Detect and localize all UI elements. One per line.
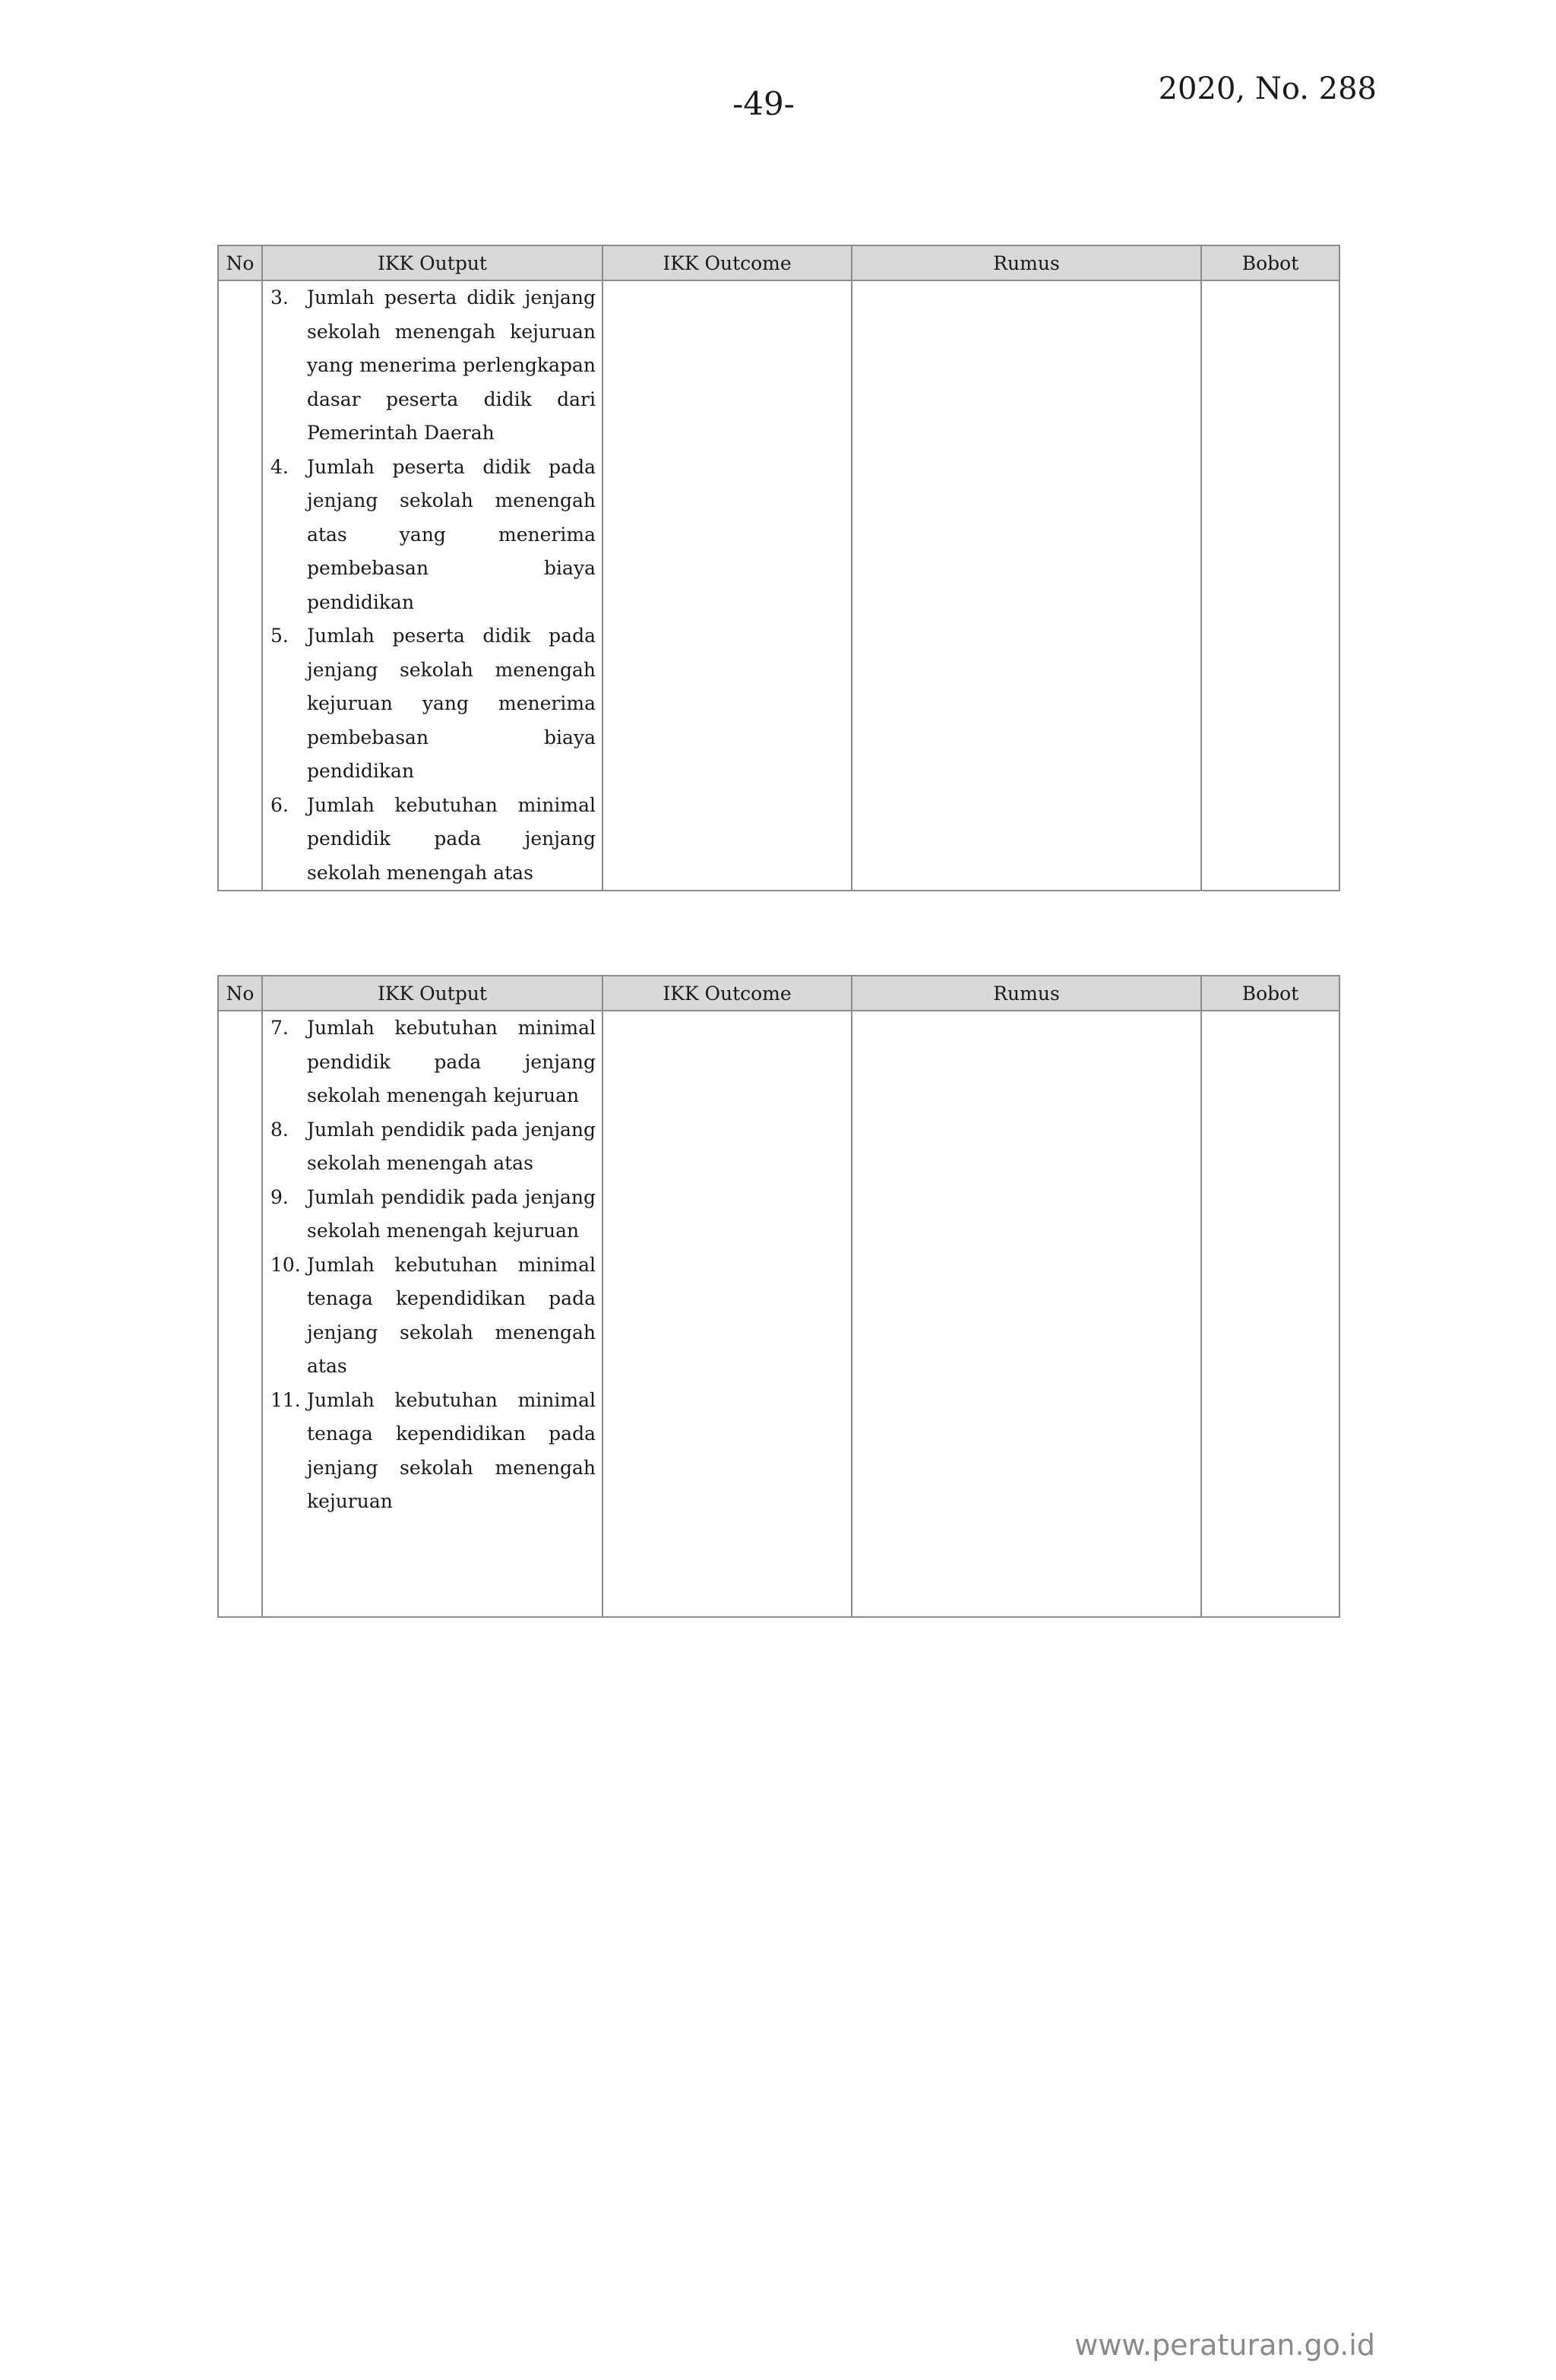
item-number: 8. [270,1118,289,1141]
header-bobot: Bobot [1201,245,1339,280]
item-number: 7. [270,1017,289,1039]
header-ikk-output: IKK Output [262,245,602,280]
item-number: 6. [270,793,289,816]
header-bobot: Bobot [1201,976,1339,1011]
list-item [270,451,596,620]
table-header-row [218,976,1339,1011]
item-text: Jumlah kebutuhan minimal pendidik pada jenjang sekolah menengah kejuruan [307,1017,596,1106]
header-ikk-outcome: IKK Outcome [602,245,852,280]
table-row [218,280,1339,891]
item-text: Jumlah pendidik pada jenjang sekolah menengah atas [307,1118,596,1174]
item-text: Jumlah peserta didik pada jenjang sekolah menengah kejuruan yang menerima pembebasan biaya pendidikan [307,625,596,782]
cell-no [218,280,262,891]
ikk-output-list [263,1011,602,1519]
cell-ikk-output [262,280,602,891]
item-text: Jumlah kebutuhan minimal pendidik pada jenjang sekolah menengah atas [307,793,596,884]
header-no: No [218,976,262,1011]
table-header-row [218,245,1339,280]
cell-rumus [852,280,1201,891]
cell-rumus [852,1011,1201,1617]
list-item [270,619,596,789]
list-item [270,281,596,451]
cell-ikk-output [262,1011,602,1617]
cell-bobot [1201,1011,1339,1617]
page-number: -49- [732,85,795,122]
cell-ikk-outcome [602,280,852,891]
list-item [270,1113,596,1181]
header-rumus: Rumus [852,976,1201,1011]
item-text: Jumlah peserta didik pada jenjang sekolah menengah atas yang menerima pembebasan biaya pendidikan [307,455,596,613]
ikk-table-1 [217,245,1340,891]
cell-ikk-outcome [602,1011,852,1617]
header-no: No [218,245,262,280]
cell-no [218,1011,262,1617]
ikk-output-list [263,281,602,890]
footer-url: www.peraturan.go.id [1074,2328,1375,2362]
item-text: Jumlah kebutuhan minimal tenaga kependidikan pada jenjang sekolah menengah atas [307,1253,596,1377]
list-item [270,1181,596,1249]
list-item [270,789,596,891]
item-text: Jumlah kebutuhan minimal tenaga kependidikan pada jenjang sekolah menengah kejuruan [307,1388,596,1512]
item-number: 11. [270,1388,301,1411]
table-row [218,1011,1339,1617]
ikk-table-2 [217,975,1340,1618]
item-text: Jumlah peserta didik jenjang sekolah menengah kejuruan yang menerima perlengkapan dasar peserta didik dari Pemerintah Daerah [307,286,596,444]
header-ikk-outcome: IKK Outcome [602,976,852,1011]
item-number: 9. [270,1185,289,1208]
cell-bobot [1201,280,1339,891]
header-rumus: Rumus [852,245,1201,280]
header-ikk-output: IKK Output [262,976,602,1011]
item-number: 5. [270,625,289,647]
item-number: 10. [270,1253,301,1276]
list-item [270,1384,596,1519]
item-number: 3. [270,286,289,309]
item-number: 4. [270,455,289,478]
list-item [270,1011,596,1113]
item-text: Jumlah pendidik pada jenjang sekolah menengah kejuruan [307,1185,596,1242]
list-item [270,1249,596,1384]
gazette-number: 2020, No. 288 [1158,71,1377,106]
